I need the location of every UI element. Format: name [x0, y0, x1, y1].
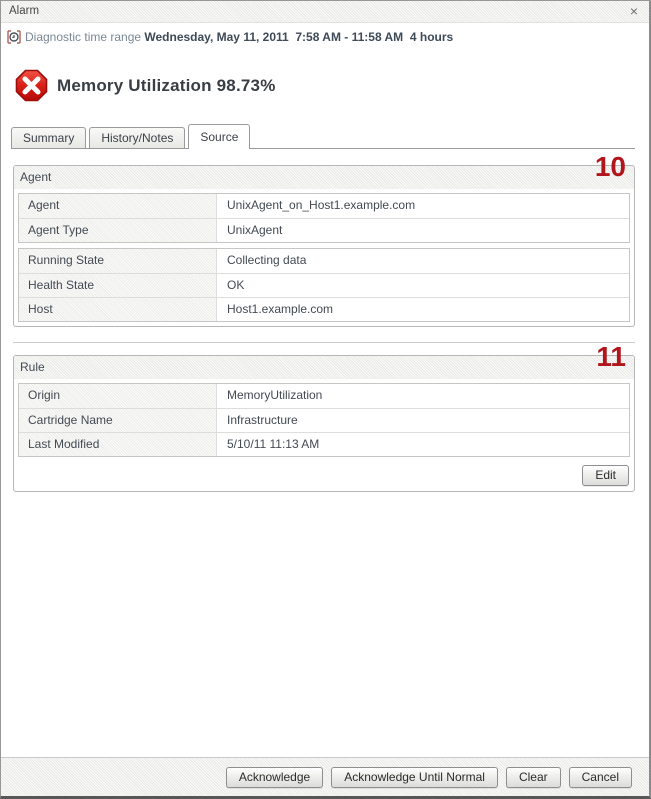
titlebar — [1, 1, 649, 23]
row-label: Host — [19, 298, 217, 321]
error-icon — [15, 69, 48, 102]
table-row — [19, 218, 629, 242]
row-label: Agent — [19, 194, 217, 218]
source-tab-content — [13, 151, 635, 492]
agent-section — [13, 151, 635, 327]
table-row — [19, 249, 629, 273]
row-value: MemoryUtilization — [227, 388, 323, 402]
row-value: OK — [227, 278, 245, 292]
diagnostic-time-icon — [7, 30, 21, 44]
cancel-button[interactable]: Cancel — [569, 767, 632, 788]
table-row — [19, 194, 629, 218]
page-title: Memory Utilization 98.73% — [57, 75, 276, 95]
row-value: Host1.example.com — [227, 302, 334, 316]
tab-history-notes[interactable]: History/Notes — [89, 127, 185, 148]
rule-table — [18, 383, 630, 457]
tab-source[interactable]: Source — [188, 124, 250, 149]
clear-button[interactable]: Clear — [506, 767, 561, 788]
rule-actions — [14, 461, 634, 491]
alarm-header — [15, 69, 649, 102]
agent-identity-table — [18, 193, 630, 243]
tab-summary[interactable]: Summary — [11, 127, 86, 148]
acknowledge-until-normal-button[interactable]: Acknowledge Until Normal — [331, 767, 498, 788]
window-title: Alarm — [9, 5, 40, 17]
agent-state-table — [18, 248, 630, 322]
row-label: Last Modified — [19, 433, 217, 456]
table-row — [19, 432, 629, 456]
row-value: UnixAgent_on_Host1.example.com — [227, 198, 416, 212]
rule-section-title: Rule — [14, 356, 634, 379]
table-row — [19, 297, 629, 321]
row-label: Agent Type — [19, 219, 217, 242]
close-icon[interactable]: × — [629, 3, 639, 19]
row-value: Infrastructure — [227, 413, 298, 427]
section-divider — [13, 342, 635, 343]
agent-section-title: Agent — [14, 166, 634, 189]
row-label: Origin — [19, 384, 217, 408]
table-row — [19, 273, 629, 297]
diagnostic-time-label: Diagnostic time range — [25, 29, 145, 44]
row-value: Collecting data — [227, 253, 307, 267]
row-label: Cartridge Name — [19, 409, 217, 432]
callout-number-11: 11 — [596, 341, 626, 372]
diagnostic-time-value: Wednesday, May 11, 2011 7:58 AM - 11:58 AM 4 hours — [144, 29, 454, 44]
acknowledge-button[interactable]: Acknowledge — [226, 767, 323, 788]
row-value: UnixAgent — [227, 223, 283, 237]
callout-number-10: 10 — [594, 151, 626, 182]
edit-button[interactable]: Edit — [582, 465, 629, 486]
row-value: 5/10/11 11:13 AM — [227, 437, 320, 451]
tab-bar — [11, 123, 635, 149]
table-row — [19, 384, 629, 408]
rule-section — [13, 341, 635, 492]
diagnostic-time-range — [1, 23, 649, 45]
row-label: Health State — [19, 274, 217, 297]
dialog-footer — [1, 757, 649, 796]
table-row — [19, 408, 629, 432]
row-label: Running State — [19, 249, 217, 273]
